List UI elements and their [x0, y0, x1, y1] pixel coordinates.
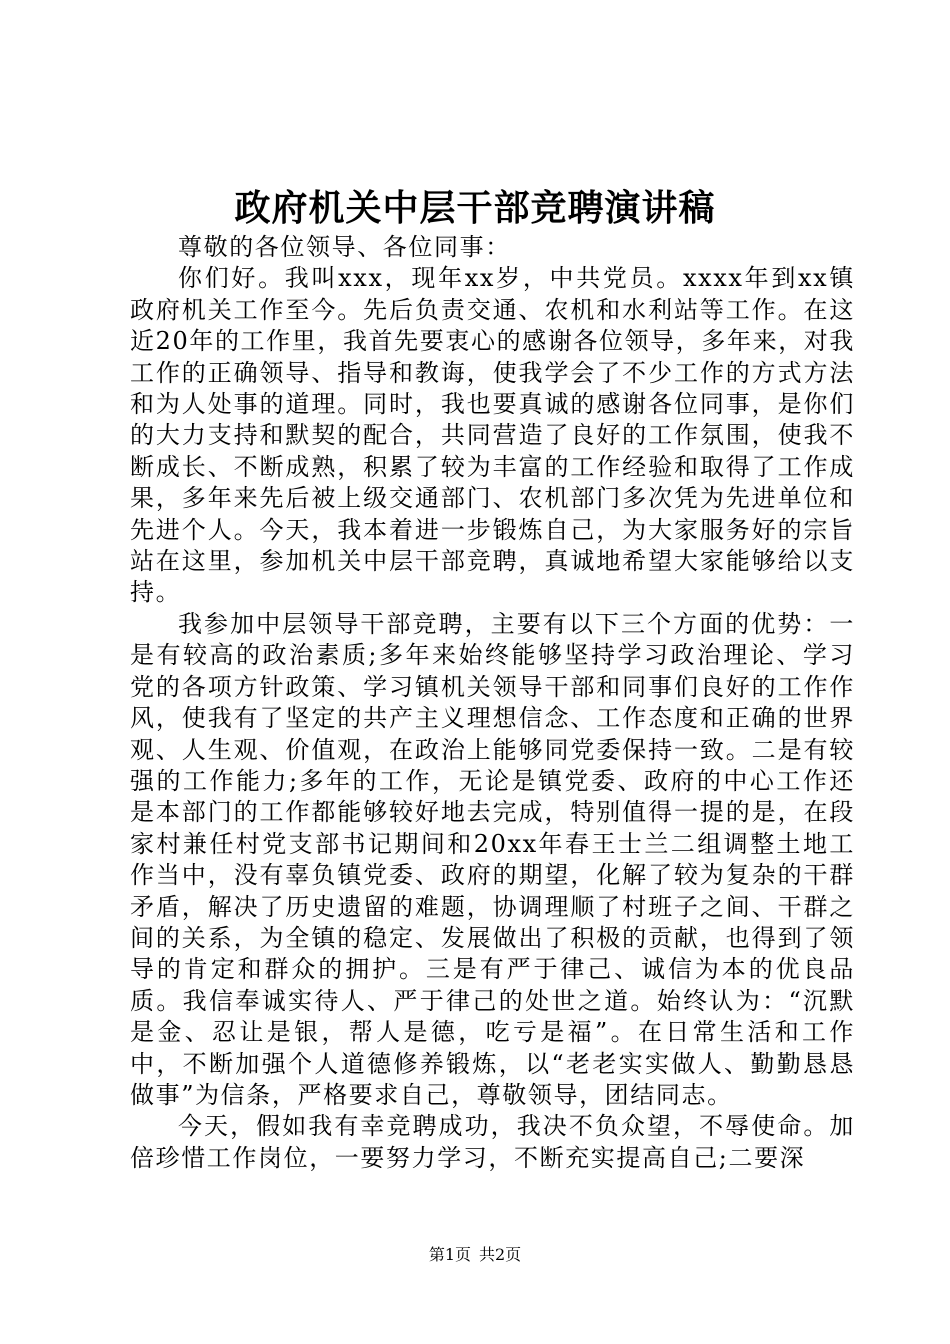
- document-title: 政府机关中层干部竞聘演讲稿: [234, 187, 716, 229]
- salutation-paragraph: 尊敬的各位领导、各位同事：: [178, 233, 511, 261]
- page-footer: [0, 1243, 950, 1267]
- page-total: 共2页: [479, 1245, 522, 1264]
- introduction-paragraph: 你们好。我叫xxx，现年xx岁，中共党员。xxxx年到xx镇政府机关工作至今。先后负责交通、农机和水利站等工作。在这近20年的工作里，我首先要衷心的感谢各位领导，多年来，对我工作的正确领导、指导和教诲，使我学会了不少工作的方式方法和为人处事的道理。同时，我也要真诚的感谢各位同事，是你们的大力支持和默契的配合，共同营造了良好的工作氛围，使我不断成长、不断成熟，积累了较为丰富的工作经验和取得了工作成果，多年来先后被上级交通部门、农机部门多次凭为先进单位和先进个人。今天，我本着进一步锻炼自己，为大家服务好的宗旨站在这里，参加机关中层干部竞聘，真诚地希望大家能够给以支持。: [130, 264, 855, 607]
- commitment-paragraph: 今天，假如我有幸竞聘成功，我决不负众望，不辱使命。加倍珍惜工作岗位，一要努力学习，不断充实提高自己;二要深: [130, 1112, 855, 1172]
- document-body: [130, 232, 855, 1174]
- advantages-paragraph: 我参加中层领导干部竞聘，主要有以下三个方面的优势：一是有较高的政治素质;多年来始终能够坚持学习政治理论、学习党的各项方针政策、学习镇机关领导干部和同事们良好的工作作风，使我有了坚定的共产主义理想信念、工作态度和正确的世界观、人生观、价值观，在政治上能够同党委保持一致。二是有较强的工作能力;多年的工作，无论是镇党委、政府的中心工作还是本部门的工作都能够较好地去完成，特别值得一提的是，在段家村兼任村党支部书记期间和20xx年春王士兰二组调整土地工作当中，没有辜负镇党委、政府的期望，化解了较为复杂的干群矛盾，解决了历史遗留的难题，协调理顺了村班子之间、干群之间的关系，为全镇的稳定、发展做出了积极的贡献，也得到了领导的肯定和群众的拥护。三是有严于律己、诚信为本的优良品质。我信奉诚实待人、严于律己的处世之道。始终认为：“沉默是金、忍让是银，帮人是德，吃亏是福”。在日常生活和工作中，不断加强个人道德修养锻炼，以“老老实实做人、勤勤恳恳做事”为信条，严格要求自己，尊敬领导，团结同志。: [130, 609, 855, 1109]
- page-number: 第1页: [428, 1245, 471, 1264]
